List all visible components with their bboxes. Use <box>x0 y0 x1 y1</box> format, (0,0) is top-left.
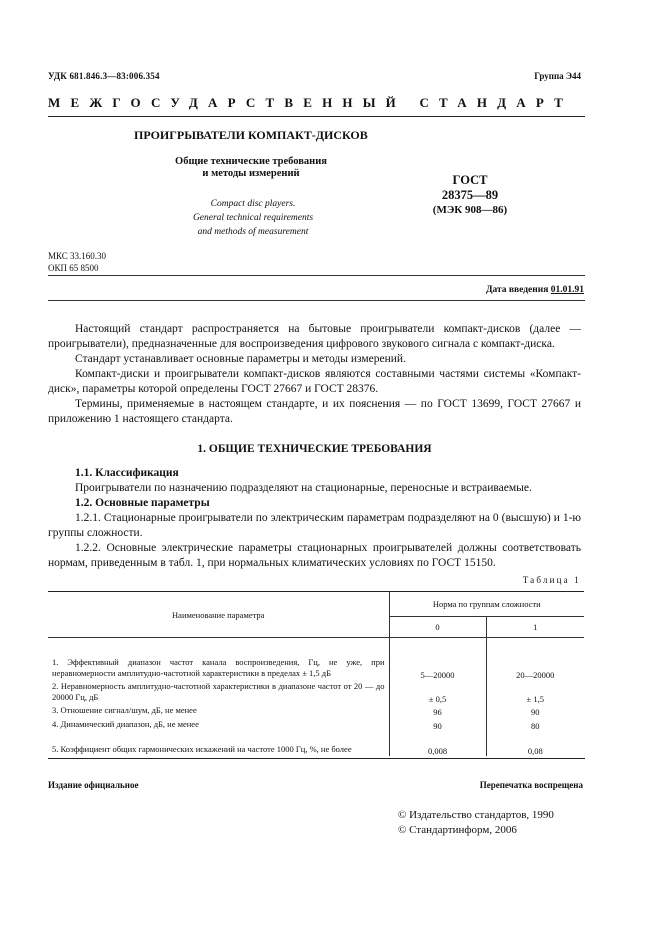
copyright-block <box>398 808 554 838</box>
interstate-standard-heading: МЕЖГОСУДАРСТВЕННЫЙ СТАНДАРТ <box>48 95 574 110</box>
group-code: Группа Э44 <box>534 71 581 81</box>
gost-number: 28375—89 <box>441 188 499 202</box>
param-value-group-1: 80 <box>531 720 540 731</box>
classification-codes <box>48 250 106 274</box>
introduction-date <box>486 285 584 295</box>
english-title-line-1: Compact disc players. <box>210 199 296 209</box>
subsection-1-1-text: Проигрыватели по назначению подразделяют на стационарные, переносные и встраиваемые. <box>75 482 532 494</box>
intro-paragraph-4: Термины, применяемые в настоящем стандарте, и их пояснения — по ГОСТ 13699, ГОСТ 27667 и приложению 1 настоящего стандарта. <box>48 398 581 425</box>
header-rule <box>48 116 585 117</box>
clause-1-2-2: 1.2.2. Основные электрические параметры стационарных проигрывателей должны соответствовать нормам, приведенным в табл. 1, при нормальных климатических условиях по ГОСТ 15150. <box>48 542 581 569</box>
section-1-text <box>48 466 581 571</box>
footer-rule <box>48 758 585 759</box>
table-row <box>48 717 584 731</box>
table-row <box>48 704 584 717</box>
clause-1-2-1: 1.2.1. Стационарные проигрыватели по электрическим параметрам подразделяют на 0 (высшую) и 1-ю группы сложности. <box>48 512 581 539</box>
table-row <box>48 731 584 756</box>
subtitle-line-2: и методы измерений <box>202 168 300 179</box>
iec-reference: (МЭК 908—86) <box>432 204 508 216</box>
param-value-group-0: 5—20000 <box>389 638 486 680</box>
param-value-group-1: ± 1,5 <box>526 693 544 704</box>
gost-designation <box>420 173 520 218</box>
copyright-line-1: © Издательство стандартов, 1990 <box>398 809 554 821</box>
document-subtitle <box>165 156 337 180</box>
param-value-group-0: 90 <box>389 717 486 731</box>
param-name: 5. Коэффициент общих гармонических искажений на частоте 1000 Гц, %, не более <box>48 731 389 756</box>
intro-paragraph-3: Компакт-диски и проигрыватели компакт-дисков являются составными частями системы «Компакт-диск», параметры которой определены ГОСТ 27667 и ГОСТ 28376. <box>48 368 581 395</box>
udc-code: УДК 681.846.3—83:006.354 <box>48 71 160 81</box>
subsection-1-2-heading: 1.2. Основные параметры <box>75 497 210 509</box>
param-value-group-0: ± 0,5 <box>389 680 486 704</box>
header-parameter-name: Наименование параметра <box>48 592 389 638</box>
copyright-line-2: © Стандартинформ, 2006 <box>398 824 517 836</box>
param-value-group-0: 0,008 <box>389 731 486 756</box>
mks-code: МКС 33.160.30 <box>48 251 107 261</box>
param-name: 3. Отношение сигнал/шум, дБ, не менее <box>48 704 389 717</box>
param-value-group-0: 96 <box>389 704 486 717</box>
intro-date-label: Дата введения <box>485 285 551 295</box>
table-caption: Таблица 1 <box>522 575 581 585</box>
param-name: 1. Эффективный диапазон частот канала воспроизведения, Гц, не уже, при неравномерности амплитудно-частотной характеристики в пределах ± 1,5 дБ <box>48 638 389 680</box>
english-title-line-2: General technical requirements <box>192 213 314 223</box>
document-title: ПРОИГРЫВАТЕЛИ КОМПАКТ-ДИСКОВ <box>134 128 368 142</box>
intro-date-value: 01.01.91 <box>550 285 584 295</box>
header-norm: Норма по группам сложности <box>389 592 584 617</box>
param-value-group-1: 20—20000 <box>516 669 555 680</box>
header-group-1: 1 <box>486 617 584 638</box>
okp-code: ОКП 65 8500 <box>48 263 99 273</box>
gost-label: ГОСТ <box>452 173 488 187</box>
section-1-heading: 1. ОБЩИЕ ТЕХНИЧЕСКИЕ ТРЕБОВАНИЯ <box>197 443 432 455</box>
official-edition-label: Издание официальное <box>48 780 139 790</box>
introduction-text <box>48 322 581 427</box>
param-name: 4. Динамический диапазон, дБ, не менее <box>48 717 389 731</box>
intro-paragraph-1: Настоящий стандарт распространяется на бытовые проигрыватели компакт-дисков (далее — проигрыватели), предназначенные для воспроизведения цифрового звукового сигнала с компакт-диска. <box>48 323 581 350</box>
header-group-0: 0 <box>389 617 486 638</box>
subsection-1-1-heading: 1.1. Классификация <box>75 467 179 479</box>
table-row <box>48 680 584 704</box>
date-rule <box>48 300 585 301</box>
reprint-prohibited-label: Перепечатка воспрещена <box>479 780 583 790</box>
codes-rule <box>48 275 585 276</box>
parameters-table <box>48 591 584 756</box>
param-value-group-1: 90 <box>531 706 540 717</box>
subtitle-line-1: Общие технические требования <box>175 156 327 167</box>
param-value-group-1: 0,08 <box>527 745 543 756</box>
english-title <box>168 197 338 239</box>
param-name: 2. Неравномерность амплитудно-частотной характеристики в диапазоне частот от 20 — до 20000 Гц, дБ <box>48 680 389 704</box>
english-title-line-3: and methods of measurement <box>197 227 309 237</box>
table-row <box>48 638 584 680</box>
intro-paragraph-2: Стандарт устанавливает основные параметры и методы измерений. <box>75 353 406 365</box>
